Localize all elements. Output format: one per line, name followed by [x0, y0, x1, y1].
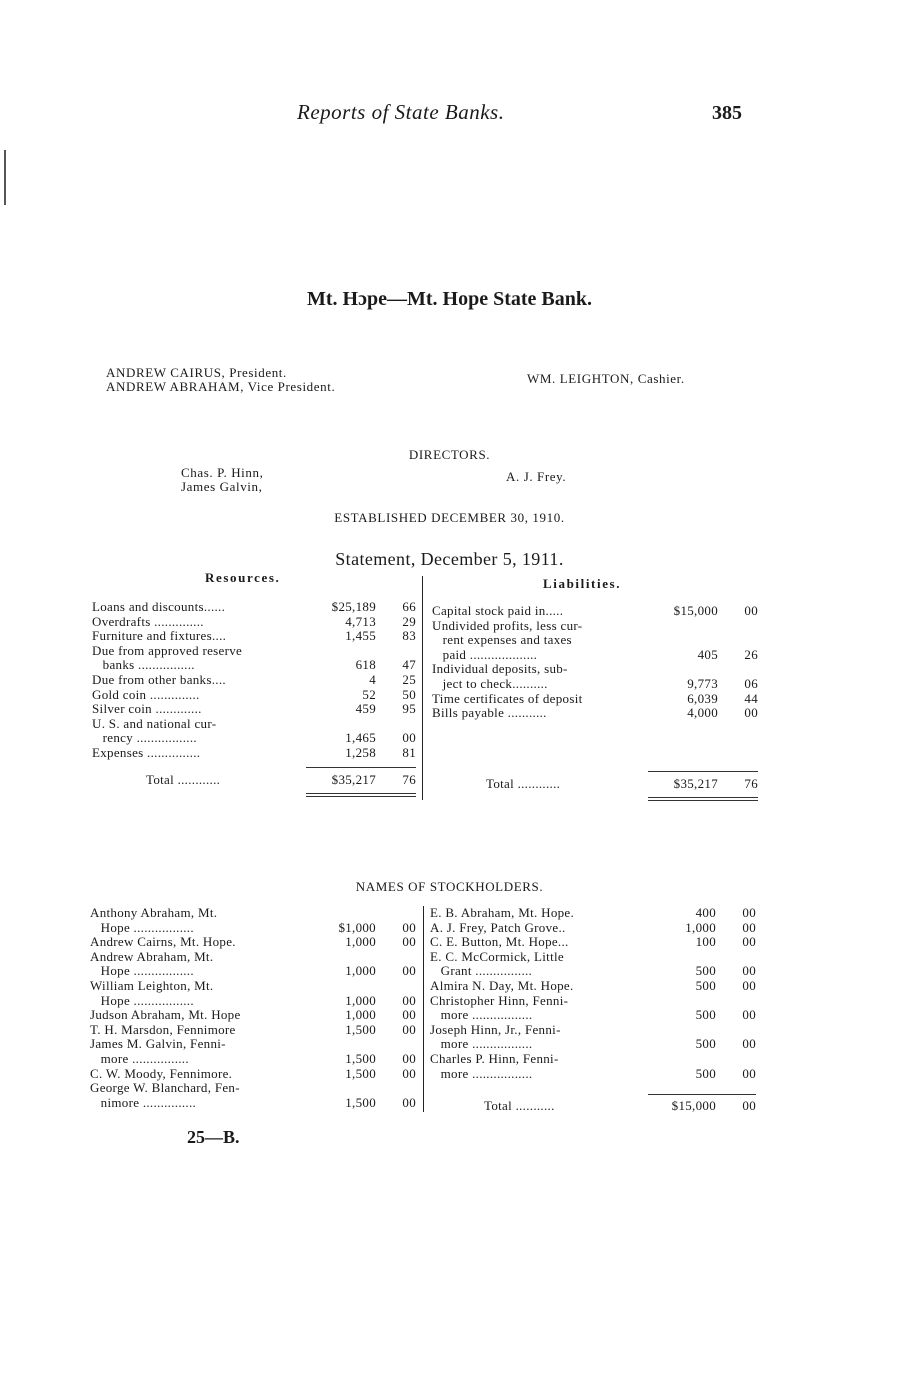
column-divider	[422, 576, 423, 800]
row-cents: 00	[402, 1065, 416, 1081]
row-label: A. J. Frey, Patch Grove..	[430, 919, 566, 935]
row-label: banks ................	[92, 657, 195, 673]
row-label: Hope .................	[90, 963, 194, 979]
row-label: Andrew Abraham, Mt.	[90, 948, 214, 964]
row-label: T. H. Marsdon, Fennimore	[90, 1021, 236, 1037]
stockholders-heading: NAMES OF STOCKHOLDERS.	[355, 879, 544, 894]
row-label: Hope .................	[90, 992, 194, 1008]
row-label: rent expenses and taxes	[432, 632, 572, 648]
row-label: Overdrafts ..............	[92, 613, 204, 629]
scan-margin-mark	[4, 150, 6, 205]
directors-heading: DIRECTORS.	[408, 447, 491, 462]
row-cents: 95	[402, 701, 416, 717]
row-label: George W. Blanchard, Fen-	[90, 1080, 240, 1096]
row-dollars: 500	[695, 963, 716, 979]
row-dollars: 1,500	[345, 1065, 376, 1081]
row-cents: 00	[744, 705, 758, 721]
row-cents: 25	[402, 672, 416, 687]
row-cents: 00	[402, 919, 416, 935]
total-double-rule	[648, 800, 758, 801]
row-dollars: 1,500	[345, 1021, 376, 1037]
row-dollars: 618	[355, 657, 376, 673]
officer-president: ANDREW CAIRUS, President.	[106, 365, 287, 380]
row-label: Individual deposits, sub-	[432, 661, 568, 677]
page-number: 385	[712, 102, 742, 124]
row-label: more ................	[90, 1051, 189, 1066]
row-label: Gold coin ..............	[92, 686, 200, 702]
row-cents: 00	[742, 905, 756, 920]
row-label: Silver coin .............	[92, 701, 202, 717]
row-dollars: 500	[695, 1036, 716, 1052]
row-cents: 00	[742, 919, 756, 935]
row-cents: 00	[402, 1007, 416, 1023]
row-dollars: 1,455	[345, 628, 376, 644]
row-label: James M. Galvin, Fenni-	[90, 1036, 226, 1052]
row-cents: 00	[402, 730, 416, 746]
row-cents: 00	[402, 992, 416, 1008]
row-cents: 06	[744, 676, 758, 691]
row-dollars: 459	[355, 701, 376, 717]
total-double-rule	[648, 797, 758, 798]
total-double-rule	[306, 793, 416, 794]
row-label: U. S. and national cur-	[92, 715, 217, 731]
statement-title: Statement, December 5, 1911.	[335, 549, 564, 569]
row-label: Andrew Cairns, Mt. Hope.	[90, 934, 236, 950]
row-label: Almira N. Day, Mt. Hope.	[430, 978, 574, 993]
row-label: more .................	[430, 1065, 533, 1081]
row-label: Time certificates of deposit	[432, 690, 583, 706]
row-label: E. C. McCormick, Little	[430, 948, 564, 964]
subtotal-rule	[648, 771, 758, 772]
row-label: E. B. Abraham, Mt. Hope.	[430, 905, 575, 920]
row-dollars: 4,000	[687, 705, 718, 721]
row-dollars: 6,039	[687, 690, 718, 706]
total-dollars: $35,217	[673, 776, 718, 791]
row-cents: 00	[402, 1021, 416, 1037]
director-name: A. J. Frey.	[506, 469, 567, 484]
row-dollars: 4,713	[345, 613, 376, 629]
total-label: Total ............	[146, 772, 221, 787]
row-dollars: $25,189	[331, 599, 376, 614]
row-label: Anthony Abraham, Mt.	[90, 905, 218, 920]
row-dollars: 500	[695, 1007, 716, 1023]
row-label: rency .................	[92, 730, 197, 746]
director-name: James Galvin,	[181, 479, 263, 494]
row-label: Expenses ...............	[92, 745, 201, 760]
row-label: William Leighton, Mt.	[90, 978, 214, 993]
row-label: more .................	[430, 1007, 533, 1023]
row-cents: 00	[742, 1065, 756, 1081]
officer-vice-president: ANDREW ABRAHAM, Vice President.	[106, 379, 336, 394]
subtotal-rule	[648, 1094, 756, 1095]
row-dollars: 4	[369, 672, 376, 687]
row-dollars: 1,000	[685, 919, 716, 935]
row-label: Grant ................	[430, 963, 533, 979]
row-cents: 00	[742, 963, 756, 979]
total-cents: 00	[742, 1098, 756, 1113]
total-dollars: $35,217	[331, 772, 376, 787]
row-dollars: 500	[695, 1065, 716, 1081]
total-label: Total ............	[486, 776, 561, 791]
running-title: Reports of State Banks.	[297, 100, 505, 124]
row-dollars: 1,000	[345, 963, 376, 979]
liabilities-heading: Liabilities.	[543, 576, 622, 591]
row-dollars: 1,500	[345, 1094, 376, 1110]
row-dollars: 1,000	[345, 992, 376, 1008]
row-dollars: 1,258	[345, 745, 376, 760]
row-dollars: 100	[695, 934, 716, 950]
row-label: Charles P. Hinn, Fenni-	[430, 1051, 559, 1066]
row-dollars: 1,000	[345, 934, 376, 950]
row-label: paid ...................	[432, 646, 538, 662]
row-dollars: 9,773	[687, 676, 718, 691]
row-cents: 47	[402, 657, 416, 673]
subtotal-rule	[306, 767, 416, 768]
row-cents: 83	[402, 628, 416, 644]
row-cents: 00	[402, 963, 416, 979]
row-dollars: 1,465	[345, 730, 376, 746]
row-label: more .................	[430, 1036, 533, 1052]
total-dollars: $15,000	[671, 1098, 716, 1113]
signature-mark: 25—B.	[187, 1127, 240, 1147]
row-cents: 00	[402, 934, 416, 950]
row-label: Furniture and fixtures....	[92, 628, 227, 644]
row-label: Due from approved reserve	[92, 642, 243, 658]
row-dollars: 400	[695, 905, 716, 920]
row-cents: 00	[742, 1036, 756, 1052]
row-label: Undivided profits, less cur-	[432, 617, 583, 633]
row-label: Hope .................	[90, 919, 194, 935]
row-cents: 29	[402, 613, 416, 629]
row-label: Loans and discounts......	[92, 599, 226, 614]
director-name: Chas. P. Hinn,	[181, 465, 264, 480]
total-double-rule	[306, 796, 416, 797]
row-cents: 00	[742, 978, 756, 993]
row-label: ject to check..........	[432, 676, 548, 691]
row-cents: 00	[402, 1051, 416, 1066]
officer-cashier: WM. LEIGHTON, Cashier.	[527, 371, 685, 386]
row-cents: 44	[744, 690, 758, 706]
row-label: Bills payable ...........	[432, 705, 547, 721]
total-cents: 76	[744, 776, 758, 791]
row-label: Christopher Hinn, Fenni-	[430, 992, 569, 1008]
row-cents: 00	[742, 934, 756, 950]
row-cents: 00	[742, 1007, 756, 1023]
row-cents: 00	[744, 603, 758, 618]
row-cents: 26	[744, 646, 758, 662]
row-dollars: 1,500	[345, 1051, 376, 1066]
bank-title: Mt. Hɔpe—Mt. Hope State Bank.	[307, 288, 592, 310]
row-dollars: $15,000	[673, 603, 718, 618]
established-date: ESTABLISHED DECEMBER 30, 1910.	[334, 510, 565, 525]
row-dollars: 405	[697, 646, 718, 662]
row-dollars: 52	[362, 686, 376, 702]
row-cents: 50	[402, 686, 416, 702]
resources-heading: Resources.	[205, 570, 281, 585]
row-label: C. W. Moody, Fennimore.	[90, 1065, 233, 1081]
row-label: Judson Abraham, Mt. Hope	[90, 1007, 241, 1023]
column-divider	[423, 906, 424, 1112]
row-dollars: $1,000	[338, 919, 376, 935]
row-label: nimore ...............	[90, 1094, 197, 1110]
row-label: Due from other banks....	[92, 672, 226, 687]
row-label: Joseph Hinn, Jr., Fenni-	[430, 1021, 561, 1037]
total-cents: 76	[402, 772, 416, 787]
row-cents: 66	[402, 599, 416, 614]
row-cents: 00	[402, 1094, 416, 1110]
row-label: C. E. Button, Mt. Hope...	[430, 934, 569, 950]
row-cents: 81	[402, 745, 416, 760]
total-label: Total ...........	[484, 1098, 555, 1113]
row-dollars: 500	[695, 978, 716, 993]
row-dollars: 1,000	[345, 1007, 376, 1023]
row-label: Capital stock paid in.....	[432, 603, 564, 618]
